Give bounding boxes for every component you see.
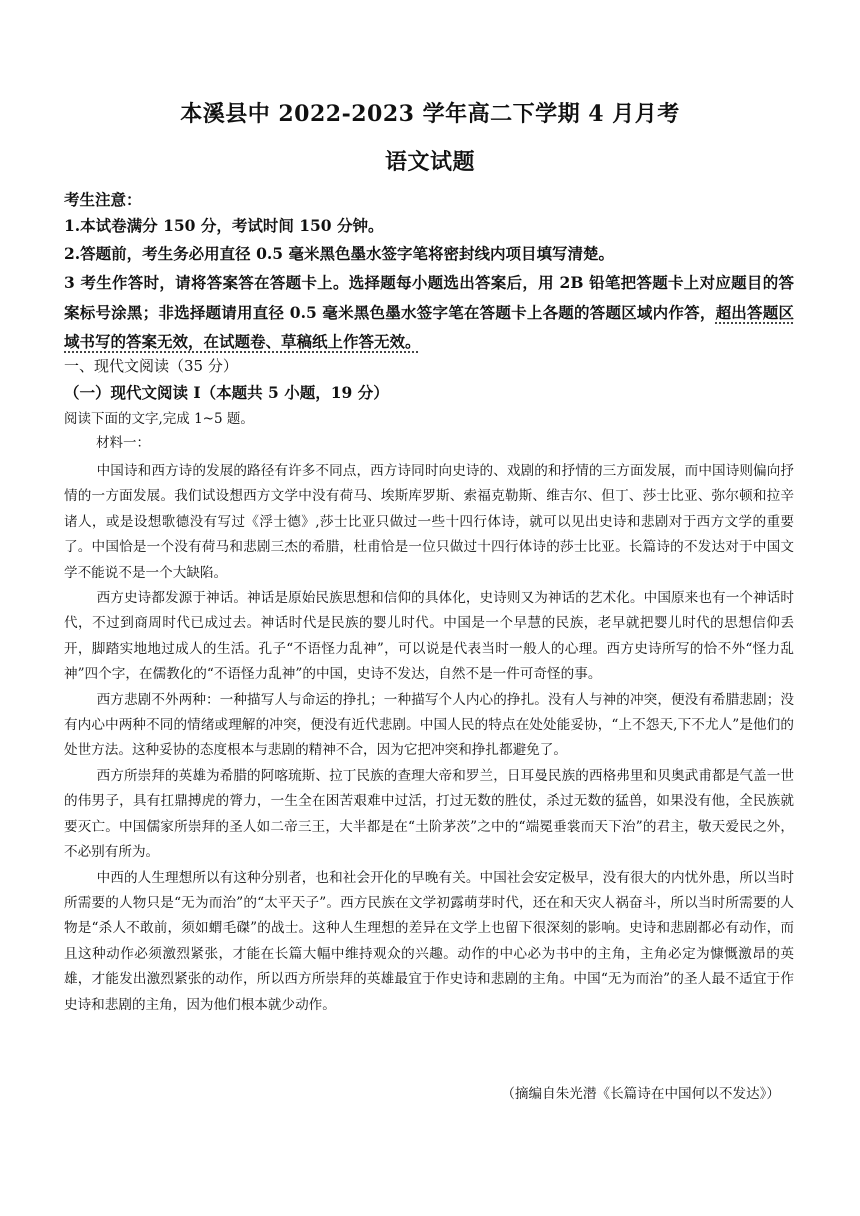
exam-title: 本溪县中 2022-2023 学年高二下学期 4 月月考: [180, 101, 680, 127]
section-title: 一、现代文阅读（35 分）: [64, 357, 238, 375]
notice-item-3: [64, 268, 794, 357]
notice-item-3-main: 3 考生作答时，请将答案答在答题卡上。选择题每小题选出答案后，用 2B 铅笔把答题卡上对应题目的答案标号涂黑；非选择题请用直径 0.5 毫米黑色墨水签字笔在答题卡上各题的答题区域内作答，: [64, 273, 794, 322]
passage-paragraph-4: 西方所崇拜的英雄为希腊的阿喀琉斯、拉丁民族的查理大帝和罗兰，日耳曼民族的西格弗里和贝奥武甫都是气盖一世的伟男子，具有扛鼎搏虎的膂力，一生全在困苦艰难中过活，打过无数的胜仗，杀过无数的猛兽，如果没有他，全民族就要灭亡。中国儒家所崇拜的圣人如二帝三王，大半都是在“土阶茅茨”之中的“端冕垂裳而天下治”的君主，敬天爱民之外，不必别有所为。: [64, 767, 794, 861]
reading-instruction: 阅读下面的文字,完成 1~5 题。: [64, 411, 254, 427]
passage-paragraph-1: 中国诗和西方诗的发展的路径有许多不同点，西方诗同时向史诗的、戏剧的和抒情的三方面发展，而中国诗则偏向抒情的一方面发展。我们试设想西方文学中没有荷马、埃斯库罗斯、索福克勒斯、维吉尔、但丁、莎士比亚、弥尔顿和拉辛诸人，或是设想歌德没有写过《浮士德》,莎士比亚只做过一些十四行体诗，就可以见出史诗和悲剧对于西方文学的重要了。中国恰是一个没有荷马和悲剧三杰的希腊，杜甫恰是一位只做过十四行体诗的莎士比亚。长篇诗的不发达对于中国文学不能说不是一个大缺陷。: [64, 463, 794, 581]
notice-heading: 考生注意：: [64, 190, 142, 209]
passage-paragraph-3: 西方悲剧不外两种：一种描写人与命运的挣扎；一种描写个人内心的挣扎。没有人与神的冲突，便没有希腊悲剧；没有内心中两种不同的情绪或理解的冲突，便没有近代悲剧。中国人民的特点在处处能妥协，“上不怨天,下不尤人”是他们的处世方法。这种妥协的态度根本与悲剧的精神不合，因为它把冲突和挣扎都避免了。: [64, 691, 794, 759]
notice-item-3-emphasis: 超出答题区域书写的答案无效，在试题卷、草稿纸上作答无效。: [64, 302, 794, 351]
passage-paragraph-2: 西方史诗都发源于神话。神话是原始民族思想和信仰的具体化，史诗则又为神话的艺术化。中国原来也有一个神话时代，不过到商周时代已成过去。神话时代是民族的婴儿时代。中国是一个早慧的民族，老早就把婴儿时代的思想信仰丢开，脚踏实地地过成人的生活。孔子“不语怪力乱神”，可以说是代表当时一般人的心理。西方史诗所写的恰不外“怪力乱神”四个字，在儒教化的“不语怪力乱神”的中国，史诗不发达，自然不是一件可奇怪的事。: [64, 590, 794, 683]
material-label: 材料一：: [96, 435, 150, 451]
section-subtitle: （一）现代文阅读 I（本题共 5 小题，19 分）: [64, 383, 389, 402]
exam-subtitle: 语文试题: [384, 149, 475, 175]
notice-item-2: 2.答题前，考生务必用直径 0.5 毫米黑色墨水签字笔将密封线内项目填写清楚。: [64, 244, 614, 263]
passage-paragraph-5: 中西的人生理想所以有这种分别者，也和社会开化的早晚有关。中国社会安定极早，没有很大的内忧外患，所以当时所需要的人物只是“无为而治”的“太平天子”。西方民族在文学初露萌芽时代，还在和天灾人祸奋斗，所以当时所需要的人物是“杀人不敢前，须如蝟毛磔”的战士。这种人生理想的差异在文学上也留下很深刻的影响。史诗和悲剧都必有动作，而且这种动作必须激烈紧张，才能在长篇大幅中维持观众的兴趣。动作的中心必为书中的主角，主角必定为慷慨激昂的英雄，才能发出激烈紧张的动作，所以西方所崇拜的英雄最宜于作史诗和悲剧的主角。中国“无为而治”的圣人最不适宜于作史诗和悲剧的主角，因为他们根本就少动作。: [64, 869, 794, 1013]
passage-source: （摘编自朱光潜《长篇诗在中国何以不发达》）: [501, 1086, 780, 1102]
notice-item-1: 1.本试卷满分 150 分，考试时间 150 分钟。: [64, 216, 384, 235]
passage-body: [64, 459, 794, 1018]
